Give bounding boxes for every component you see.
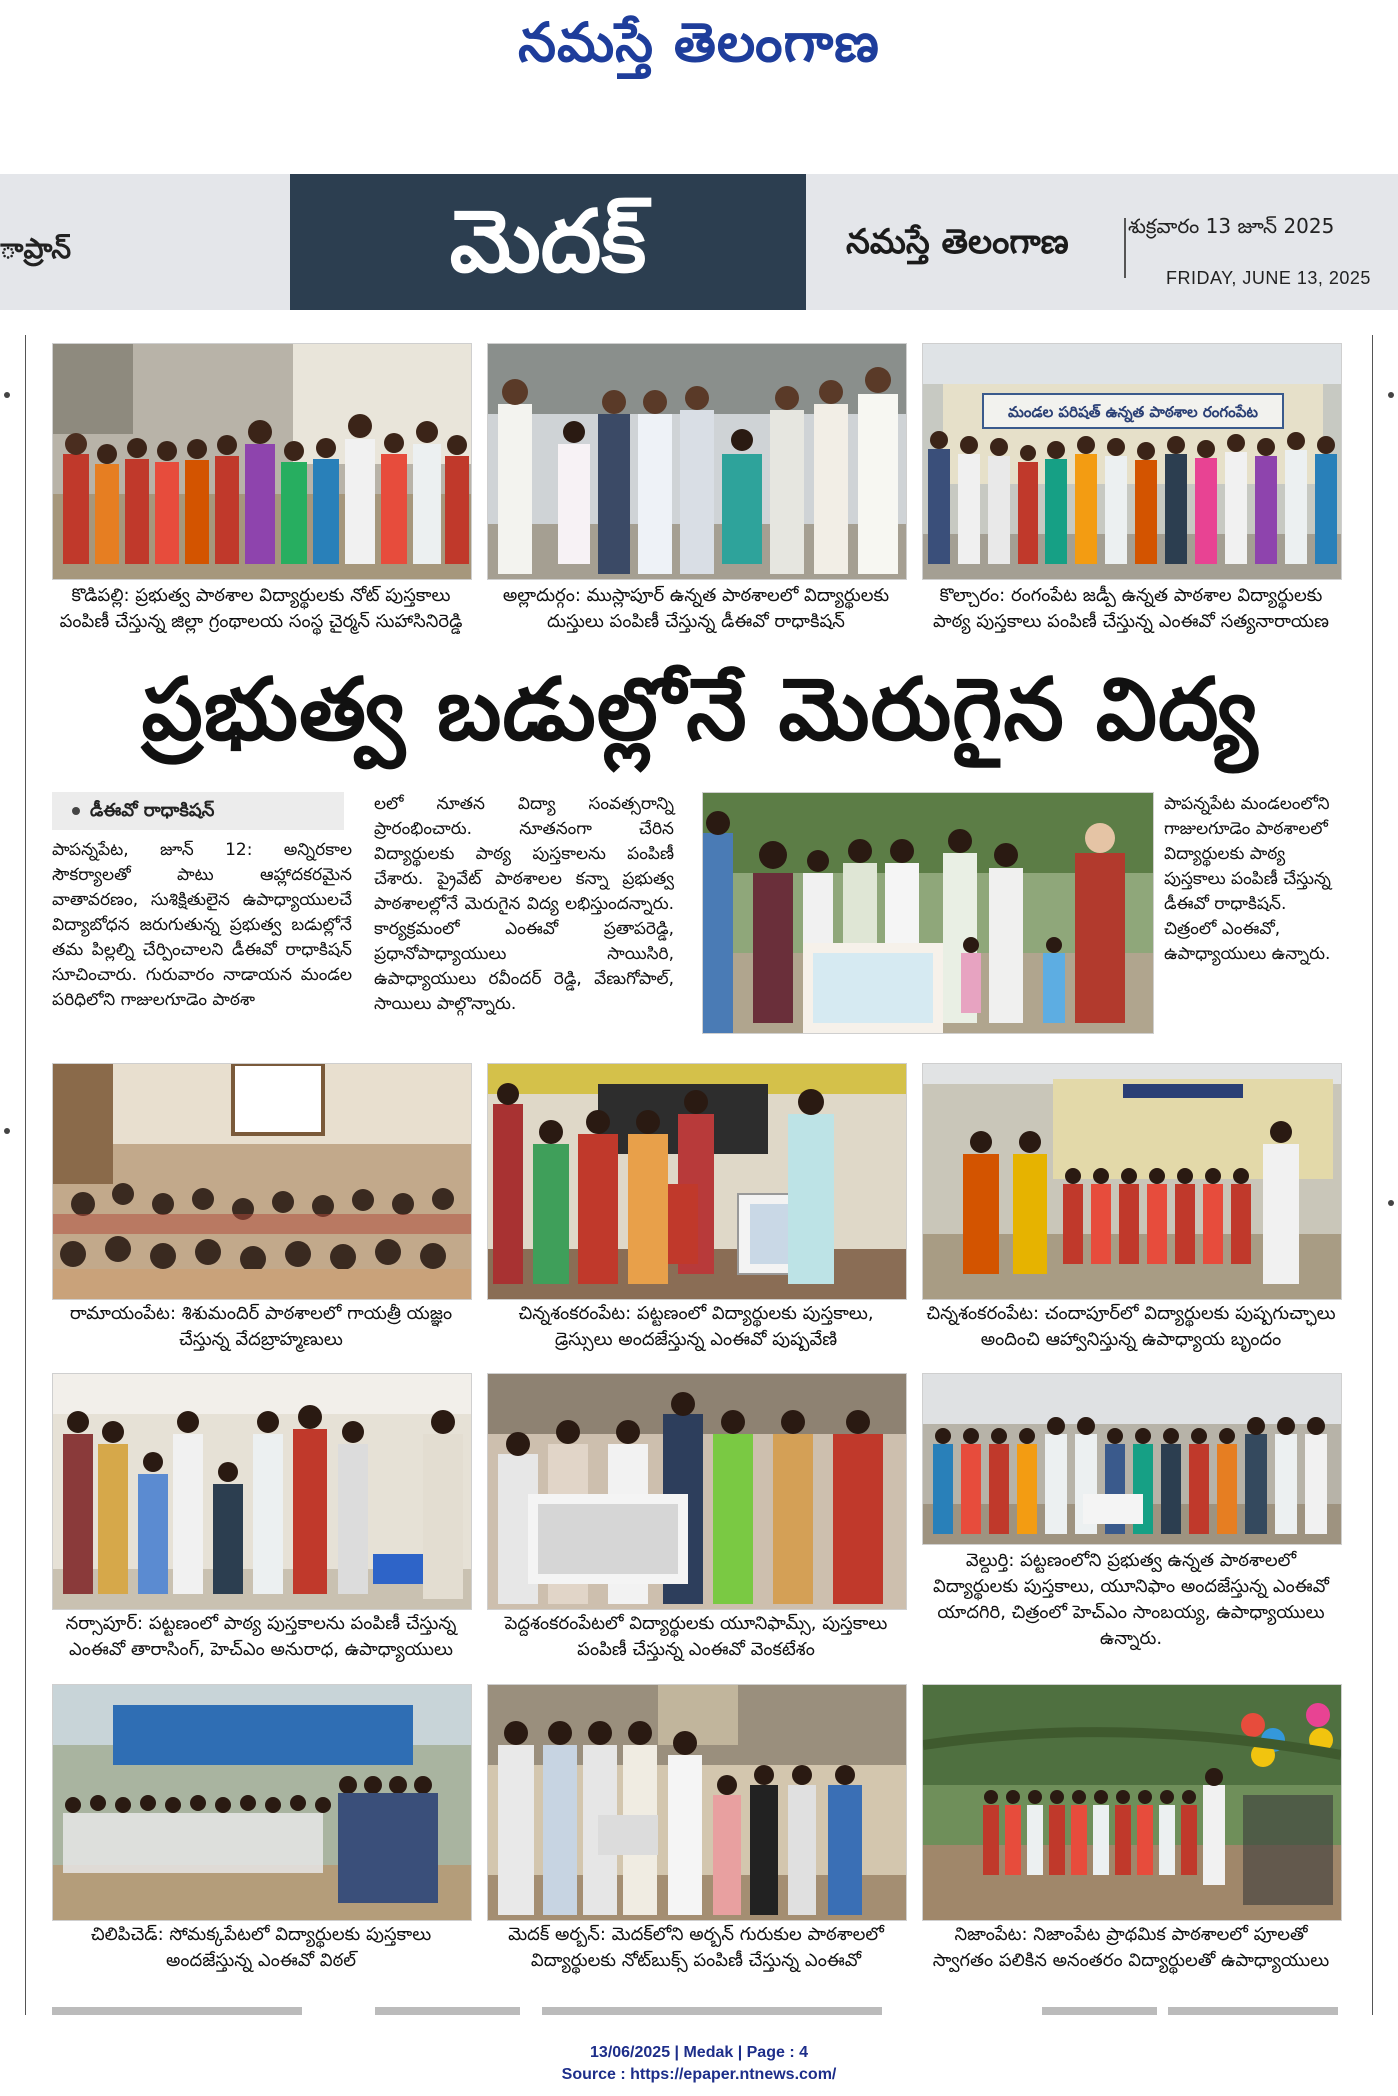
section-title: మెదక్ bbox=[290, 174, 806, 310]
photo-caption: కొడిపల్లి: ప్రభుత్వ పాఠశాల విద్యార్థులకు నోట్ పుస్తకాలు పంపిణీ చేస్తున్న జిల్లా గ్రంథాలయ సంస్థ చైర్మన్ సుహాసినిరెడ్డి bbox=[59, 585, 463, 632]
news-photo bbox=[52, 343, 472, 580]
next-photo-strip bbox=[1168, 2007, 1338, 2015]
article-column-1: పాపన్నపేట, జూన్ 12: అన్నిరకాల సౌకర్యాలతో పాటు ఆహ్లాదకరమైన వాతావరణం, సుశిక్షితులైన ఉపాధ్యాయులచే విద్యాబోధన జరుగుతున్న ప్రభుత్వ బడుల్లోనే తమ పిల్లల్ని చేర్పించాలని డీఈవో రాధాకిషన్ సూచించారు. గురువారం నాడాయన మండల పరిధిలోని గాజులగూడెం పాఠశా bbox=[52, 840, 352, 1010]
photo-caption: చిన్నశంకరంపేట: చందాపూర్‌లో విద్యార్థులకు పుష్పగుచ్ఛాలు అందించి ఆహ్వానిస్తున్న ఉపాధ్యాయ బృందం bbox=[926, 1303, 1336, 1350]
column-rule bbox=[1372, 335, 1373, 2015]
news-photo bbox=[52, 1373, 472, 1610]
news-photo bbox=[922, 1063, 1342, 1300]
news-photo bbox=[487, 1373, 907, 1610]
photo-caption: కొల్చారం: రంగంపేట జడ్పీ ఉన్నత పాఠశాల విద్యార్థులకు పాఠ్య పుస్తకాలు పంపిణీ చేస్తున్న ఎంఈవో సత్యనారాయణ bbox=[933, 585, 1329, 632]
news-photo bbox=[487, 1063, 907, 1300]
photo-caption: నర్సాపూర్: పట్టణంలో పాఠ్య పుస్తకాలను పంపిణీ చేస్తున్న ఎంఈవో తారాసింగ్, హెచ్ఎం అనురాధ, ఉపాధ్యాయులు bbox=[65, 1613, 457, 1660]
news-photo bbox=[922, 343, 1342, 580]
footer bbox=[0, 2042, 1398, 2086]
next-photo-strip bbox=[1042, 2007, 1157, 2015]
photo-caption: పెద్దశంకరంపేటలో విద్యార్థులకు యూనిఫామ్స్, పుస్తకాలు పంపిణీ చేస్తున్న ఎంఈవో వెంకటేశం bbox=[504, 1613, 888, 1660]
news-photo bbox=[487, 1684, 907, 1921]
column-rule bbox=[25, 335, 26, 2015]
next-photo-strip bbox=[542, 2007, 882, 2015]
news-photo bbox=[52, 1684, 472, 1921]
next-photo-strip bbox=[375, 2007, 520, 2015]
news-photo bbox=[702, 792, 1154, 1034]
article-photo-caption: పాపన్నపేట మండలంలోని గాజులగూడెం పాఠశాలలో విద్యార్థులకు పాఠ్య పుస్తకాలు పంపిణీ చేస్తున్న డీఈవో రాధాకిషన్. చిత్రంలో ఎంఈవో, ఉపాధ్యాయులు ఉన్నారు. bbox=[1164, 794, 1331, 964]
margin-dot bbox=[4, 1128, 10, 1134]
article-column-2: లలో నూతన విద్యా సంవత్సరాన్ని ప్రారంభించారు. నూతనంగా చేరిన విద్యార్థులకు పాఠ్య పుస్తకాలను పంపిణీ చేశారు. ప్రైవేట్ పాఠశాలల కన్నా ప్రభుత్వ పాఠశాలల్లోనే మెరుగైన విద్య లభిస్తుందన్నారు. కార్యక్రమంలో ఎంఈవో ప్రతాపరెడ్డి, ప్రధానోపాధ్యాయులు సాయిసిరి, ఉపాధ్యాయులు రవీందర్ రెడ్డి, వేణుగోపాల్, సాయిలు పాల్గొన్నారు. bbox=[374, 794, 674, 1014]
margin-dot bbox=[1388, 392, 1394, 398]
masthead-logo: నమస్తే తెలంగాణ bbox=[518, 10, 880, 74]
news-photo bbox=[52, 1063, 472, 1300]
news-photo bbox=[922, 1684, 1342, 1921]
photo-caption: నిజాంపేట: నిజాంపేట ప్రాథమిక పాఠశాలలో పూలతో స్వాగతం పలికిన అనంతరం విద్యార్థులతో ఉపాధ్యాయులు bbox=[932, 1924, 1330, 1971]
photo-caption: చిన్నశంకరంపేట: పట్టణంలో విద్యార్థులకు పుస్తకాలు, డ్రెస్సులు అందజేస్తున్న ఎంఈవో పుష్పవేణి bbox=[518, 1303, 874, 1350]
footer-source-link[interactable]: Source : https://epaper.ntnews.com/ bbox=[561, 2066, 837, 2083]
footer-page-info: 13/06/2025 | Medak | Page : 4 bbox=[590, 2044, 808, 2061]
date-telugu: శుక్రవారం 13 జూన్ 2025 bbox=[1128, 214, 1335, 238]
photo-caption: మెదక్ అర్బన్: మెదక్‌లోని అర్బన్ గురుకుల పాఠశాలలో విద్యార్థులకు నోట్‌బుక్స్ పంపిణీ చేస్తున్న ఎంఈవో bbox=[508, 1924, 884, 1971]
news-photo bbox=[922, 1373, 1342, 1545]
photo-caption: వెల్దుర్తి: పట్టణంలోని ప్రభుత్వ ఉన్నత పాఠశాలలో విద్యార్థులకు పుస్తకాలు, యూనిఫాం అందజేస్తున్న ఎంఈవో యాదగిరి, చిత్రంలో హెచ్ఎం సాంబయ్య, ఉపాధ్యాయులు ఉన్నారు. bbox=[933, 1550, 1329, 1649]
margin-dot bbox=[4, 392, 10, 398]
paper-name: నమస్తే తెలంగాణ bbox=[846, 222, 1069, 262]
divider bbox=[1124, 218, 1126, 278]
date-english: FRIDAY, JUNE 13, 2025 bbox=[1166, 268, 1371, 288]
margin-dot bbox=[1388, 1200, 1394, 1206]
bullet-icon bbox=[72, 807, 80, 815]
photo-caption: అల్లాదుర్గం: ముస్లాపూర్ ఉన్నత పాఠశాలలో విద్యార్థులకు దుస్తులు పంపిణీ చేస్తున్న డీఈవో రాధాకిషన్ bbox=[502, 585, 890, 632]
prev-section-fragment: ాప్రాన్ bbox=[0, 232, 71, 265]
byline: డీఈవో రాధాకిషన్ bbox=[90, 800, 215, 821]
next-photo-strip bbox=[52, 2007, 302, 2015]
photo-caption: రామాయంపేట: శిశుమందిర్ పాఠశాలలో గాయత్రీ యజ్ఞం చేస్తున్న వేదబ్రాహ్మణులు bbox=[69, 1303, 453, 1350]
photo-caption: చిలిపిచెడ్: సోమక్కపేటలో విద్యార్థులకు పుస్తకాలు అందజేస్తున్న ఎంఈవో విఠల్ bbox=[90, 1924, 432, 1971]
headline: ప్రభుత్వ బడుల్లోనే మెరుగైన విద్య bbox=[141, 660, 1259, 760]
news-photo bbox=[487, 343, 907, 580]
school-sign-text: మండల పరిషత్ ఉన్నత పాఠశాల రంగంపేట bbox=[1008, 403, 1258, 421]
